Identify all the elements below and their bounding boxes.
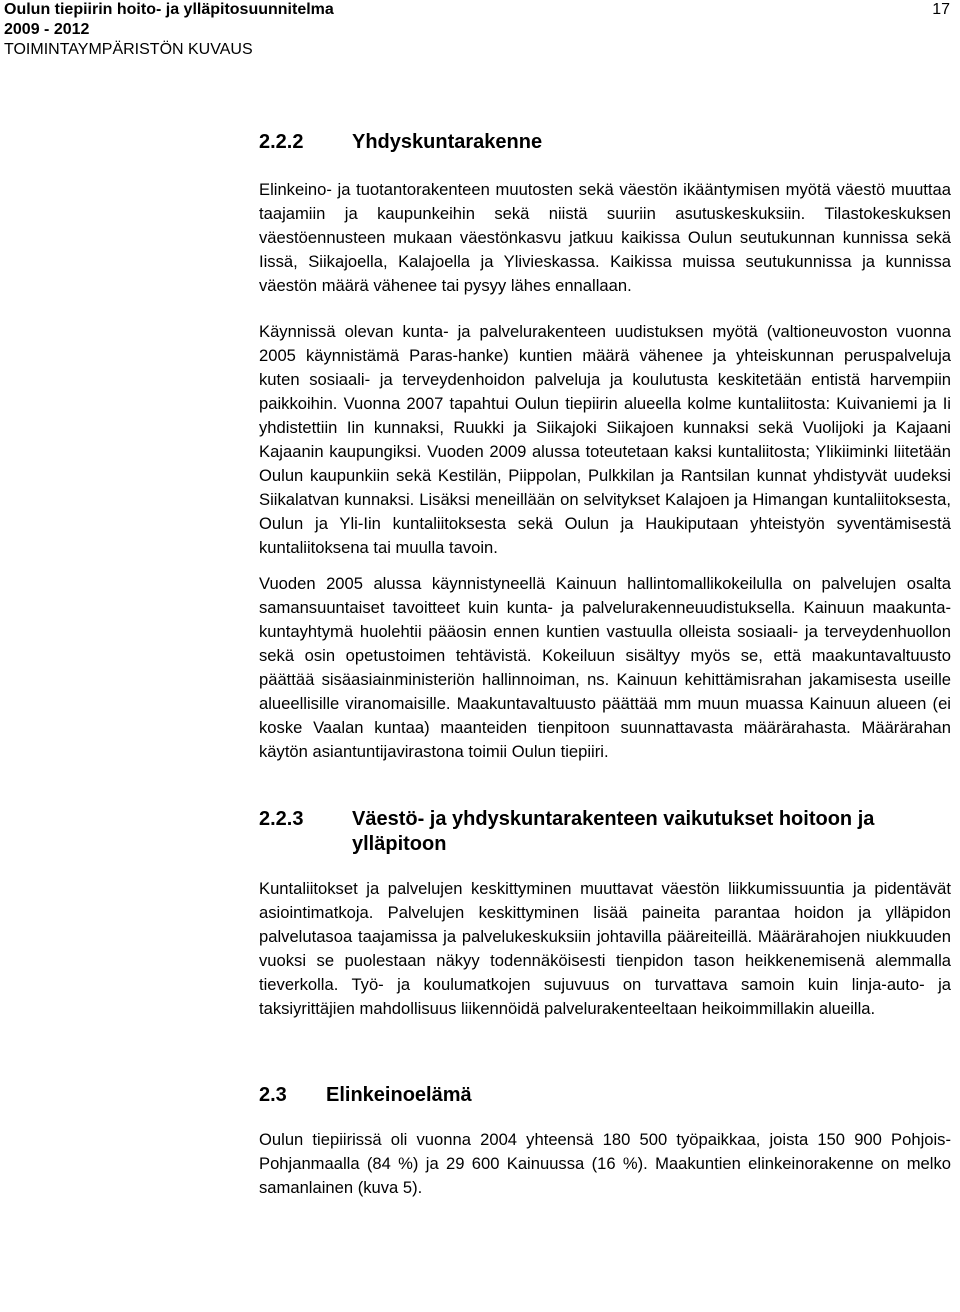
document-title: Oulun tiepiirin hoito- ja ylläpitosuunnitelma <box>4 1 334 18</box>
section-heading <box>259 1083 951 1108</box>
page-number: 17 <box>932 1 950 18</box>
page-header <box>4 0 952 60</box>
paragraph: Vuoden 2005 alussa käynnistyneellä Kainuun hallintomallikokeilulla on palvelujen osalta samansuuntaiset tavoitteet kuin kunta- ja palvelurakenneuudistuksella. Kainuun maakunta-kuntayhtymä huolehtii pääosin ennen kuntien vastuulla olleista sosiaali- ja terveydenhuollon sekä osin opetustoimen tehtävistä. Kokeiluun sisältyy myös se, että maakuntavaltuusto päättää sisäasiainministeriön hallinnoiman, ns. Kainuun kehittämisrahan jakamisesta useille alueellisille viranomaisille. Maakuntavaltuusto päättää mm muun muassa Kainuun alueen (ei koske Vaalan kuntaa) maanteiden tienpitoon suunnattavasta määrärahasta. Määrärahan käytön asiantuntijavirastona toimii Oulun tiepiiri. <box>259 574 951 761</box>
section-title: Väestö- ja yhdyskuntarakenteen vaikutukset hoitoon ja ylläpitoon <box>352 808 875 855</box>
paragraph: Käynnissä olevan kunta- ja palvelurakenteen uudistuksen myötä (valtioneuvoston vuonna 2005 käynnistämä Paras-hanke) kuntien määrä vähenee ja yhteiskunnan peruspalveluja kuten sosiaali- ja terveydenhoidon palveluja ja koulutusta keskitetään entistä harvempiin paikkoihin. Vuonna 2007 tapahtui Oulun tiepiirin alueella kolme kuntaliitosta: Kuivaniemi ja Ii yhdistettiin Iin kunnaksi, Ruukki ja Siikajoki Siikajoen kunnaksi sekä Vuolijoki ja Kajaani Kajaanin kaupungiksi. Vuoden 2009 alussa toteutetaan kaksi kuntaliitosta; Ylikiiminki liitetään Oulun kaupunkiin sekä Kestilän, Piippolan, Pulkkilan ja Rantsilan kunnat yhdistyvät uudeksi Siikalatvan kunnaksi. Lisäksi meneillään on selvitykset Kalajoen ja Himangan kuntaliitoksesta, Oulun ja Yli-Iin kuntaliitoksesta sekä Oulun ja Haukiputaan yhteistyön syventämisestä kuntaliitoksena tai muulla tavoin. <box>259 322 951 557</box>
section-title: Elinkeinoelämä <box>326 1084 472 1106</box>
section-heading <box>259 130 951 155</box>
page-content <box>259 130 951 1200</box>
section-number: 2.2.3 <box>259 808 304 830</box>
paragraph: Kuntaliitokset ja palvelujen keskittyminen muuttavat väestön liikkumissuuntia ja pidentävät asiointimatkoja. Palvelujen keskittyminen lisää paineita parantaa hoidon ja ylläpidon palvelutasoa taajamissa ja palvelukeskuksiin johtavilla pääreiteillä. Määrärahojen niukkuuden vuoksi se puolestaan näkyy todennäköisesti tienpidon tason heikkenemisenä alemmalla tieverkolla. Työ- ja koulumatkojen sujuvuus on turvattava samoin kuin linja-auto- ja taksiyrittäjien mahdollisuus liikennöidä palvelurakenteeltaan heikoimmillakin alueilla. <box>259 879 951 1018</box>
section-number: 2.2.2 <box>259 131 304 153</box>
section-number: 2.3 <box>259 1084 287 1106</box>
section-title: Yhdyskuntarakenne <box>352 131 543 153</box>
paragraph: Oulun tiepiirissä oli vuonna 2004 yhteensä 180 500 työpaikkaa, joista 150 900 Pohjois-Pohjanmaalla (84 %) ja 29 600 Kainuussa (16 %). Maakuntien elinkeinorakenne on melko samanlainen (kuva 5). <box>259 1130 951 1197</box>
paragraph: Elinkeino- ja tuotantorakenteen muutosten sekä väestön ikääntymisen myötä väestö muuttaa taajamiin ja kaupunkeihin sekä niistä suuriin asutuskeskuksiin. Tilastokeskuksen väestöennusteen mukaan väestönkasvu jatkuu kaikissa Oulun seutukunnan kunnissa sekä Iissä, Siikajoella, Kalajoella ja Ylivieskassa. Kaikissa muissa seutukunnissa ja kunnissa väestön määrä vähenee tai pysyy lähes ennallaan. <box>259 180 951 295</box>
section-heading <box>259 807 951 857</box>
chapter-title: TOIMINTAYMPÄRISTÖN KUVAUS <box>4 41 253 58</box>
document-years: 2009 - 2012 <box>4 21 90 38</box>
